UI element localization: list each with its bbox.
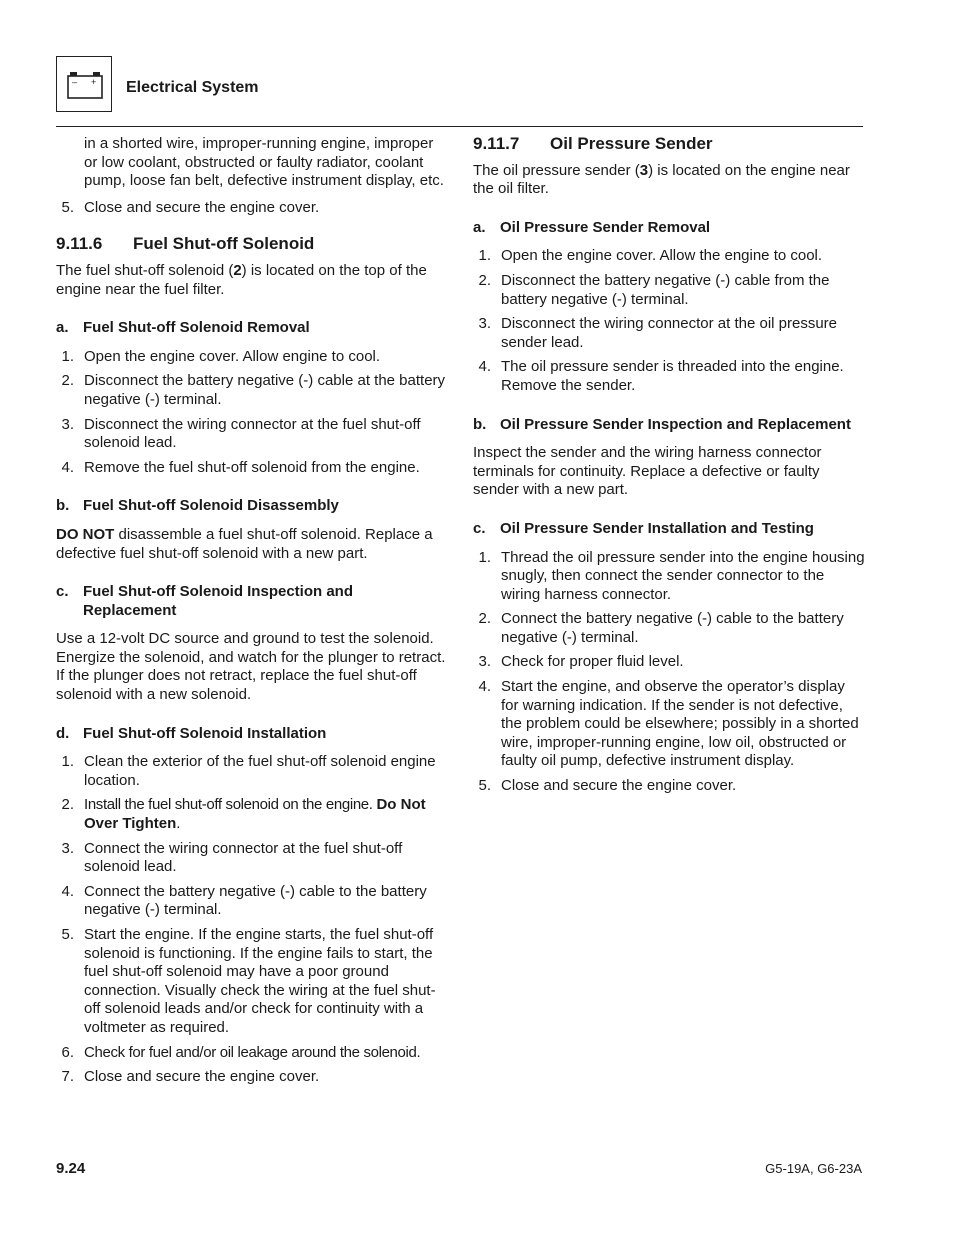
section-heading-text: Oil Pressure Sender — [550, 134, 713, 153]
step-number: 3. — [61, 839, 74, 857]
step-text: Disconnect the battery negative (-) cable at the battery negative (-) terminal. — [84, 372, 446, 408]
step-text: Install the fuel shut-off solenoid on the engine. — [84, 796, 377, 814]
intro-text: The oil pressure sender ( — [473, 161, 640, 179]
step-number: 2. — [478, 271, 491, 289]
continued-text: in a shorted wire, improper-running engine, improper or low coolant, obstructed or faulty radiator, coolant pump, loose fan belt, defective instrument display, etc. — [84, 135, 444, 190]
list-item — [56, 348, 446, 367]
subsection-heading — [56, 497, 446, 516]
step-number: 4. — [478, 358, 491, 376]
list-item — [56, 840, 446, 877]
subsection-heading — [473, 416, 865, 435]
list-item — [56, 796, 446, 833]
battery-plus-symbol: + — [91, 77, 97, 87]
section-number: 9.11.6 — [56, 234, 103, 254]
step-number: 1. — [61, 347, 74, 365]
subsection-letter: c. — [56, 583, 69, 601]
model-number: G5-19A, G6-23A — [765, 1161, 862, 1176]
step-number: 5. — [61, 926, 74, 943]
list-item — [473, 315, 865, 352]
step-text: Start the engine. If the engine starts, the fuel shut-off solenoid is functioning. If the engine fails to start, the fuel shut-off solenoid may have a poor ground connection. Visually check the wiring at the fuel shut-off solenoid leads and/or check for continuity with a voltmeter as required. — [84, 926, 436, 1036]
page-number: 9.24 — [56, 1160, 86, 1177]
step-number: 4. — [478, 678, 491, 696]
list-item — [56, 926, 446, 1038]
step-text-end: . — [176, 815, 181, 833]
step-number: 3. — [478, 315, 491, 333]
left-column — [56, 135, 446, 1093]
subsection-letter: d. — [56, 724, 70, 742]
subsection-title: Oil Pressure Sender Installation and Testing — [500, 519, 814, 537]
subsection-title: Fuel Shut-off Solenoid Removal — [83, 319, 310, 337]
subsection-heading — [56, 725, 446, 744]
intro-text: ) is located on the engine near the oil filter. — [473, 161, 850, 198]
battery-minus-symbol: – — [72, 77, 78, 87]
step-text: Close and secure the engine cover. — [501, 777, 737, 795]
list-item — [473, 610, 865, 647]
step-text: Connect the wiring connector at the fuel shut-off solenoid lead. — [84, 839, 403, 876]
list-item — [56, 416, 446, 453]
step-text: Close and secure the engine cover. — [84, 1068, 320, 1086]
subsection-heading — [56, 583, 446, 620]
list-item — [473, 777, 865, 796]
installation-steps — [56, 840, 446, 1087]
step-text: Open the engine cover. Allow the engine to cool. — [501, 247, 823, 265]
list-item — [473, 549, 865, 605]
step-number: 4. — [61, 882, 74, 900]
step-number: 3. — [61, 415, 74, 433]
subsection-title: Fuel Shut-off Solenoid Inspection and Replacement — [83, 583, 353, 619]
step-number: 5. — [478, 777, 491, 795]
step-text: Disconnect the wiring connector at the fuel shut-off solenoid lead. — [84, 415, 421, 452]
section-number: 9.11.7 — [473, 134, 520, 153]
subsection-title: Fuel Shut-off Solenoid Installation — [83, 724, 327, 742]
list-item — [56, 372, 446, 409]
warning-text: DO NOT — [56, 525, 115, 543]
list-item — [56, 199, 446, 218]
paragraph: Use a 12-volt DC source and ground to test the solenoid. Energize the solenoid, and watch for the plunger to retract. If the plunger does not retract, replace the fuel shut-off solenoid with a new solenoid. — [56, 630, 446, 704]
section-title: Electrical System — [126, 79, 259, 96]
step-text: Connect the battery negative (-) cable to the battery negative (-) terminal. — [501, 610, 844, 646]
intro-text: ) is located on the top of the engine near the fuel filter. — [56, 261, 427, 298]
paragraph — [56, 526, 446, 563]
list-item — [56, 883, 446, 920]
intro-paragraph — [56, 262, 446, 299]
subsection-letter: b. — [473, 415, 487, 433]
step-number: 4. — [61, 458, 74, 476]
step-text: The oil pressure sender is threaded into the engine. Remove the sender. — [501, 358, 844, 394]
step-text: Thread the oil pressure sender into the engine housing snugly, then connect the sender connector to the wiring harness connector. — [501, 548, 865, 603]
list-item — [56, 1068, 446, 1087]
step-text: Connect the battery negative (-) cable to the battery negative (-) terminal. — [84, 882, 427, 919]
step-text: Clean the exterior of the fuel shut-off solenoid engine location. — [84, 753, 436, 789]
step-text: Disconnect the battery negative (-) cable from the battery negative (-) terminal. — [501, 271, 830, 308]
step-number: 1. — [478, 548, 491, 566]
step-number: 1. — [61, 753, 74, 771]
list-item — [473, 653, 865, 672]
installation-steps — [473, 549, 865, 796]
intro-paragraph — [473, 162, 865, 199]
right-column — [473, 135, 865, 802]
list-item — [56, 753, 446, 790]
subsection-title: Oil Pressure Sender Inspection and Replacement — [500, 415, 851, 433]
step-text: Close and secure the engine cover. — [84, 198, 320, 216]
callout-number: 2 — [233, 261, 242, 279]
callout-number: 3 — [639, 161, 649, 179]
step-number: 3. — [478, 653, 491, 671]
step-number: 1. — [478, 247, 491, 265]
subsection-letter: a. — [473, 218, 486, 236]
step-number: 2. — [478, 610, 491, 628]
step-text: Check for fuel and/or oil leakage around the solenoid. — [84, 1043, 421, 1061]
section-heading-fuel-solenoid — [56, 235, 446, 254]
step-text: Disconnect the wiring connector at the oil pressure sender lead. — [501, 315, 838, 351]
step-text: Start the engine, and observe the operator’s display for warning indication. If the sender is not defective, the problem could be elsewhere; possibly in a shorted wire, improper-running engine, low oil, obstructed or faulty oil pump, defective instrument display. — [501, 678, 859, 770]
subsection-title: Fuel Shut-off Solenoid Disassembly — [83, 497, 339, 515]
step-number: 7. — [61, 1068, 74, 1086]
paragraph: Inspect the sender and the wiring harness connector terminals for continuity. Replace a defective or faulty sender with a new part. — [473, 444, 822, 499]
subsection-letter: a. — [56, 319, 69, 337]
list-item — [473, 272, 865, 309]
list-item — [56, 459, 446, 478]
step-text: Open the engine cover. Allow engine to cool. — [84, 347, 381, 365]
subsection-heading — [473, 219, 865, 238]
section-heading-text: Fuel Shut-off Solenoid — [133, 234, 315, 254]
subsection-letter: c. — [473, 519, 486, 537]
subsection-letter: b. — [56, 497, 70, 515]
list-item — [473, 358, 865, 395]
list-item — [56, 1044, 446, 1063]
intro-text: The fuel shut-off solenoid ( — [56, 261, 234, 279]
step-number: 2. — [61, 796, 74, 814]
step-number: 6. — [61, 1043, 74, 1061]
caution-text: Do Not Over Tighten — [84, 796, 426, 833]
subsection-heading — [56, 319, 446, 338]
step-text: Check for proper fluid level. — [501, 653, 684, 671]
section-heading-oil-sender — [473, 135, 865, 154]
subsection-heading — [473, 520, 865, 539]
step-text: Remove the fuel shut-off solenoid from the engine. — [84, 458, 420, 476]
header-icon-box — [56, 56, 112, 112]
step-number: 5. — [61, 198, 74, 216]
battery-icon — [67, 71, 103, 99]
step-number: 2. — [61, 372, 74, 390]
removal-steps — [473, 247, 865, 395]
paragraph-text: disassemble a fuel shut-off solenoid. Replace a defective fuel shut-off solenoid with a new part. — [56, 525, 433, 562]
list-item — [473, 247, 865, 266]
header-divider — [56, 126, 863, 127]
subsection-title: Oil Pressure Sender Removal — [500, 218, 711, 236]
removal-steps — [56, 348, 446, 478]
list-item — [473, 678, 865, 771]
